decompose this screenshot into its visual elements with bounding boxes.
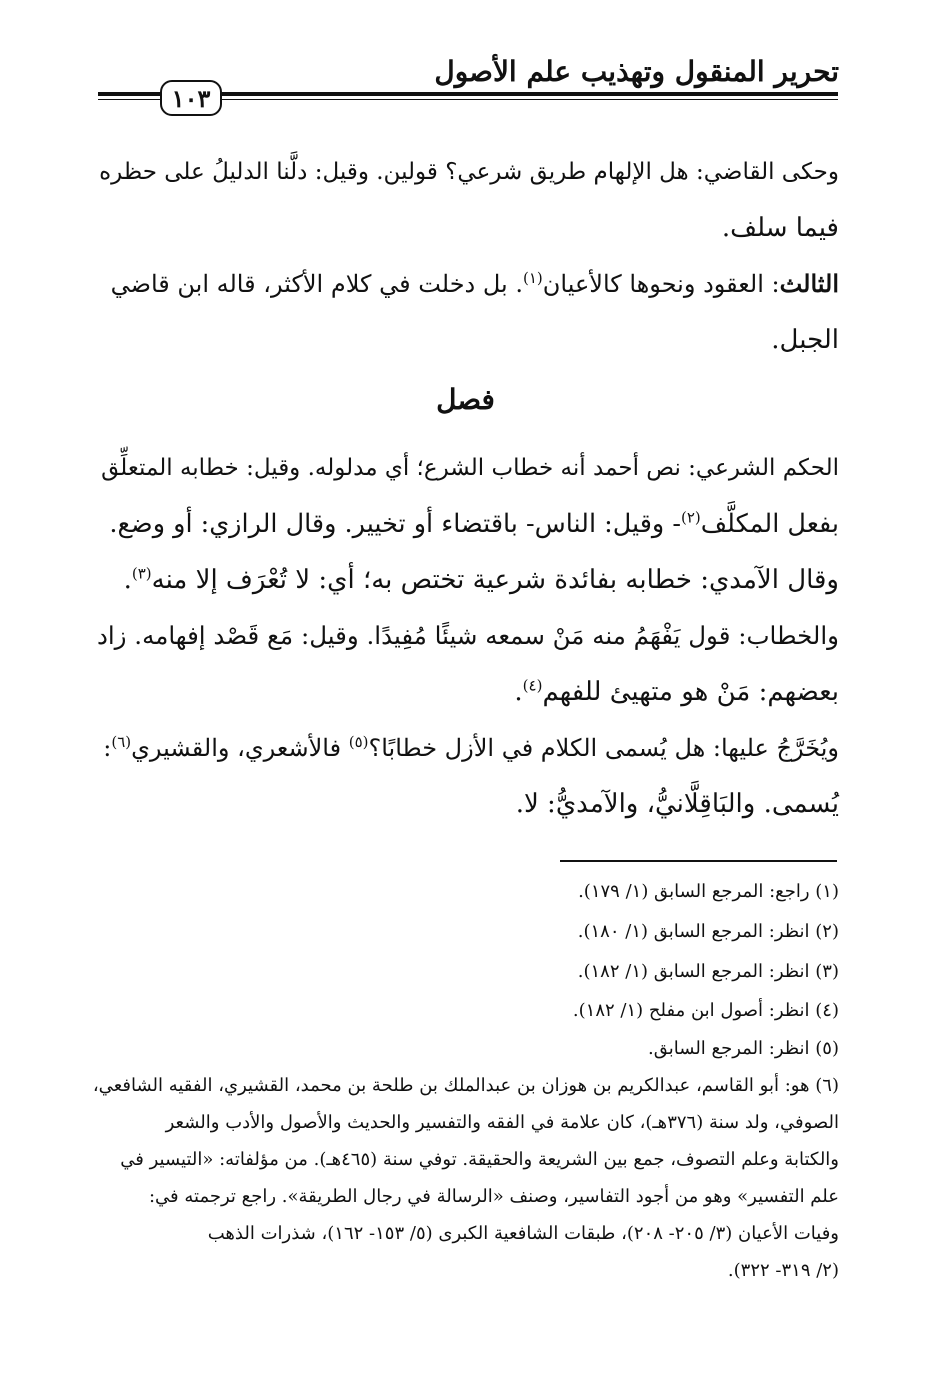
section-heading: فصل bbox=[436, 383, 495, 416]
paragraph-1-line-1: وحكى القاضي: هل الإلهام طريق شرعي؟ قولين. وقيل: دلَّنا الدليلُ على حظره bbox=[99, 159, 839, 185]
paragraph-2-text-b: . بل دخلت في كلام الأكثر، قاله ابن قاضي bbox=[110, 270, 523, 298]
footnote-6-line-6: (٢/ ٣١٩- ٣٢٢). bbox=[727, 1260, 839, 1281]
paragraph-3-text-a: بفعل المكلَّف bbox=[700, 509, 839, 539]
paragraph-5-line-2 bbox=[98, 672, 839, 712]
footnote-ref-6: (٦) bbox=[111, 733, 132, 751]
paragraph-1-line-2: فيما سلف. bbox=[721, 213, 839, 243]
footnote-ref-4: (٤) bbox=[522, 676, 543, 695]
paragraph-5-text-a: بعضهم: مَنْ هو متهيئ للفهم bbox=[542, 677, 839, 707]
footnote-6-line-3: والكتابة وعلم التصوف، جمع بين الشريعة والحقيقة. توفي سنة (٤٦٥هـ). من مؤلفاته: «التيسير في bbox=[120, 1149, 839, 1170]
paragraph-6-text-c: : bbox=[103, 734, 112, 762]
footnote-separator bbox=[560, 860, 837, 862]
paragraph-3-line-1: الحكم الشرعي: نص أحمد أنه خطاب الشرع؛ أي مدلوله. وقيل: خطابه المتعلِّق bbox=[101, 455, 839, 481]
paragraph-2-line-1 bbox=[98, 264, 839, 304]
running-title: تحرير المنقول وتهذيب علم الأصول bbox=[434, 55, 839, 88]
footnote-6-line-5: وفيات الأعيان (٣/ ٢٠٥- ٢٠٨)، طبقات الشافعية الكبرى (٥/ ١٥٣- ١٦٢)، شذرات الذهب bbox=[207, 1223, 839, 1244]
footnote-6-line-1: (٦) هو: أبو القاسم، عبدالكريم بن هوزان بن عبدالملك بن طلحة بن محمد، القشيري، الفقيه الشافعي، bbox=[92, 1075, 839, 1096]
paragraph-4-text-b: . bbox=[123, 565, 132, 595]
paragraph-2-line-2: الجبل. bbox=[771, 325, 839, 355]
paragraph-4-text-a: وقال الآمدي: خطابه بفائدة شرعية تختص به؛ أي: لا تُعْرَف إلا منه bbox=[151, 565, 839, 595]
paragraph-3-line-2 bbox=[98, 504, 839, 544]
paragraph-2-text-a: : العقود ونحوها كالأعيان bbox=[542, 270, 780, 298]
paragraph-5-line-1: والخطاب: قول يَفْهَمُ منه مَنْ سمعه شيئًا مُفِيدًا. وقيل: مَع قَصْد إفهامه. زاد bbox=[96, 621, 839, 650]
footnote-ref-1: (١) bbox=[522, 269, 543, 287]
paragraph-5-text-b: . bbox=[514, 677, 523, 707]
paragraph-2-label: الثالث bbox=[779, 269, 839, 298]
footnote-6-line-2: الصوفي، ولد سنة (٣٧٦هـ)، كان علامة في الفقه والتفسير والحديث والأصول والأدب والشعر bbox=[165, 1112, 839, 1133]
paragraph-6-text-b: فالأشعري، والقشيري bbox=[131, 734, 349, 762]
paragraph-3-text-b: - وقيل: الناس- باقتضاء أو تخيير. وقال الرازي: أو وضع. bbox=[109, 509, 681, 539]
footnote-6-line-4: علم التفسير» وهو من أجود التفاسير، وصنف «الرسالة في رجال الطريقة». راجع ترجمته في: bbox=[148, 1186, 839, 1207]
footnote-ref-2: (٢) bbox=[680, 508, 701, 527]
page-number: ١٠٣ bbox=[171, 83, 211, 113]
paragraph-6-line-2: يُسمى. والبَاقِلَّانيُّ، والآمديُّ: لا. bbox=[515, 789, 839, 819]
footnote-3: (٣) انظر: المرجع السابق (١/ ١٨٢). bbox=[577, 961, 839, 982]
footnote-ref-5: (٥) bbox=[348, 733, 369, 751]
footnote-1: (١) راجع: المرجع السابق (١/ ١٧٩). bbox=[578, 881, 839, 902]
paragraph-4-line-1 bbox=[98, 560, 839, 600]
footnote-2: (٢) انظر: المرجع السابق (١/ ١٨٠). bbox=[577, 921, 839, 942]
paragraph-6-text-a: ويُخَرَّجُ عليها: هل يُسمى الكلام في الأزل خطابًا؟ bbox=[368, 734, 839, 762]
paragraph-6-line-1 bbox=[98, 728, 839, 768]
footnote-4: (٤) انظر: أصول ابن مفلح (١/ ١٨٢). bbox=[572, 1000, 839, 1021]
page-number-box bbox=[160, 80, 222, 116]
footnote-5: (٥) انظر: المرجع السابق. bbox=[648, 1038, 839, 1059]
footnote-ref-3: (٣) bbox=[131, 564, 152, 583]
